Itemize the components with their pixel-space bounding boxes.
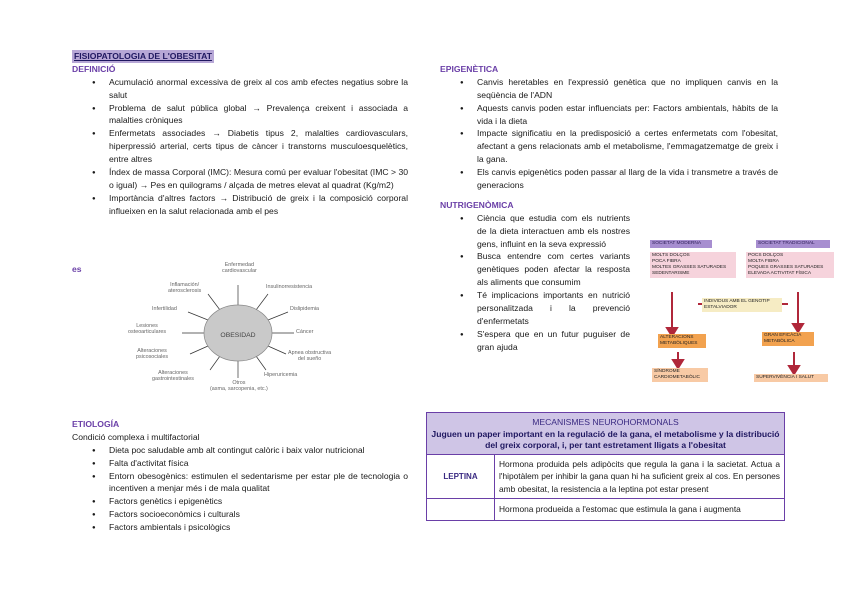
- nutrigenomica-list: [460, 212, 630, 354]
- list-item: ● Factors ambientals i psicològics: [92, 521, 408, 534]
- table-row: [427, 455, 785, 499]
- diagram-label-top-right: Insulinorresistencia: [266, 284, 313, 290]
- definicio-list: [92, 76, 408, 218]
- mecanismes-subtitle: Juguen un paper important en la regulació de la gana, el metabolisme y la distribució del greix corporal, i, per tant estretament lligats a l'obesitat: [431, 428, 780, 451]
- obesity-diagram: [118, 260, 358, 410]
- mecanismes-table: [426, 412, 785, 521]
- list-item: ● Acumulació anormal excessiva de greix al cos amb efectes negatius sobre la salut: [92, 76, 408, 102]
- row-description: Hormona produeida a l'estomac que estimula la gana i augmenta: [495, 498, 785, 520]
- list-item: ● Impacte significatiu en la predisposició a certes enfermetats com l'obesitat, afectant a gens relacionats amb el metabolisme, l'emmagatzematge de greix i la gana.: [460, 127, 778, 166]
- list-item: ● Entorn obesogènics: estimulen el sedentarisme per estar ple de tecnologia o incentiven a menjar més i de mala qualitat: [92, 470, 408, 496]
- list-item: ● Ciència que estudia com els nutrients de la dieta interactuen amb els nostres gens, influint en la seva expressió: [460, 212, 630, 251]
- flow-syndrome: SÍNDROME CARDIOMETABÒLIC: [652, 368, 708, 382]
- definicio-heading: DEFINICIÓ: [72, 63, 116, 74]
- list-item: ● Enfermetats associades → Diabetis tipus 2, malalties cardiovasculars, hiperpressió arterial, certs tipus de càncer i transtorns musculoesquelètics, entre altres: [92, 127, 408, 166]
- flow-efficiency: GRAN EFICÀCIA METABÒLICA: [762, 332, 814, 346]
- flow-traditional: SOCIETAT TRADICIONAL: [756, 240, 830, 248]
- nutrigenomica-block: [440, 212, 630, 354]
- document-title: FISIOPATOLOGIA DE L'OBESITAT: [74, 51, 212, 61]
- diagram-label-left-lower: Alteraciones psicosociales: [136, 348, 169, 361]
- etiologia-heading: ETIOLOGÍA: [72, 419, 120, 429]
- mecanismes-header: [427, 413, 785, 455]
- genotype-flowchart: [648, 238, 838, 388]
- diagram-label-top-left: Inflamación/ aterosclerosis: [168, 282, 202, 295]
- table-row: [427, 498, 785, 520]
- epigenetica-list: [460, 76, 778, 192]
- table-header-row: [427, 413, 785, 455]
- list-item: ● Els canvis epigenètics poden passar al llarg de la vida i transmetre a través de generacions: [460, 166, 778, 192]
- flow-alterations: ALTERACIONS METABÒLIQUES: [658, 334, 706, 348]
- list-item: ● Falta d'activitat física: [92, 457, 408, 470]
- list-item: ● Aquests canvis poden estar influenciats per: Factors ambientals, hàbits de la vida i la dieta: [460, 102, 778, 128]
- diagram-label-left: Lesiones osteoarticulares: [128, 323, 167, 336]
- left-column: [72, 50, 408, 218]
- flow-genotype: INDIVIDUS AMB EL GENOTIP ESTALVIADOR: [702, 298, 782, 312]
- flow-modern-list: MOLTS DOLÇOS POCA FIBRA MOLTES GRASSES SATURADES SEDENTARISME: [650, 252, 736, 278]
- mecanismes-title: MECANISMES NEUROHORMONALS: [532, 417, 679, 427]
- flow-survival: SUPERVIVÈNCIA I SALUT: [754, 374, 828, 382]
- row-label: LEPTINA: [427, 455, 495, 499]
- diagram-label-bottom-right: Hiperuricemia: [264, 372, 298, 378]
- etiologia-intro: Condició complexa i multifactorial: [72, 431, 200, 442]
- list-item: ● Índex de massa Corporal (IMC): Mesura comú per evaluar l'obesitat (IMC > 30 o igual) → Pes en quilograms / alçada de metres elevat al quadrat (Kg/m2): [92, 166, 408, 192]
- list-item: ● Importància d'altres factors → Distribució de greix i la composició corporal influeixen en la salut relacionada amb el pes: [92, 192, 408, 218]
- list-item: ● Factors socioeconòmics i culturals: [92, 508, 408, 521]
- list-item: ● S'espera que en un futur puguiser de gran ajuda: [460, 328, 630, 354]
- diagram-label-right: Cáncer: [296, 329, 314, 335]
- etiologia-section: [72, 418, 408, 534]
- list-item: ● Té implicacions importants en nutrició personalitzada i la prevenció d'enfermetats: [460, 289, 630, 328]
- diagram-label-left-upper: Infertilidad: [152, 306, 177, 312]
- list-item: ● Busca entendre com certes variants genètiques poden afectar la resposta als aliments que consumim: [460, 250, 630, 289]
- row-description: Hormona produida pels adipòcits que regula la gana i la sacietat. Actua a l'hipotàlem per inhibir la gana quan hi ha suficient greix al cos. En persones amb obesitat, la resistencia a la leptina pot estar present: [495, 455, 785, 499]
- flow-traditional-list: POCS DOLÇOS MOLTA FIBRA POQUES GRASSES SATURADES ELEVADA ACTIVITAT FÍSICA: [746, 252, 834, 278]
- diagram-label-top: Enfermedad cardiovascular: [222, 262, 257, 275]
- diagram-label-right-upper: Dislipidemia: [290, 306, 320, 312]
- diagram-label-right-lower: Apnea obstructiva del sueño: [288, 350, 332, 363]
- list-item: ● Problema de salut pública global → Prevalença creixent i associada a malalties cròniques: [92, 102, 408, 128]
- list-item: ● Dieta poc saludable amb alt contingut calòric i baix valor nutricional: [92, 444, 408, 457]
- flow-modern: SOCIETAT MODERNA: [650, 240, 712, 248]
- epigenetica-heading: EPIGENÈTICA: [440, 64, 499, 74]
- diagram-label-bottom-left: Alteraciones gastrointestinales: [152, 370, 194, 383]
- diagram-center: OBESIDAD: [220, 332, 256, 339]
- es-label: es: [72, 264, 82, 274]
- list-item: ● Factors genètics i epigenètics: [92, 495, 408, 508]
- etiologia-list: [92, 444, 408, 534]
- nutrigenomica-heading: NUTRIGENÒMICA: [440, 199, 514, 210]
- row-label: [427, 498, 495, 520]
- list-item: ● Canvis heretables en l'expressió genètica que no impliquen canvis en la seqüència de l'ADN: [460, 76, 778, 102]
- diagram-label-bottom: Otros (asma, sarcopenia, etc.): [210, 380, 268, 393]
